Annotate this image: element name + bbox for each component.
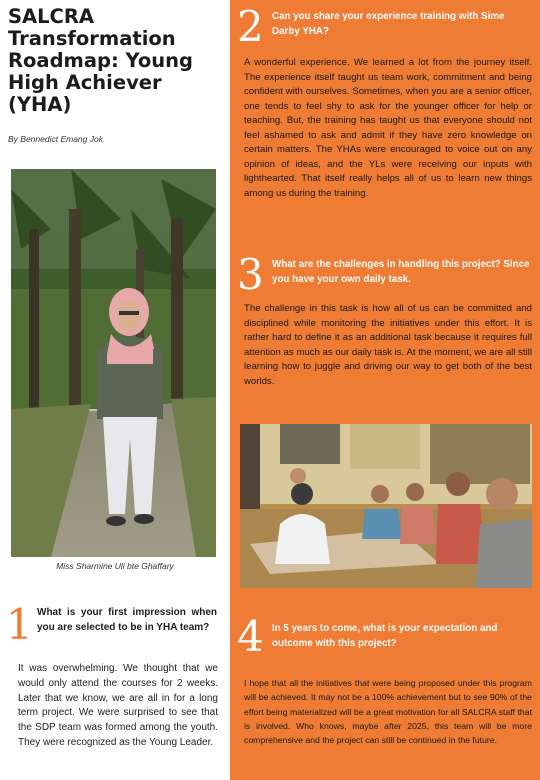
answer-2: A wonderful experience. We learned a lot from the journey itself. The experience itself taught us team work, commitment and being confident with ourselves. Sometimes, when you are a senior officer, one tends to feel shy to ask for the younger officer for help or teaching. But, the training has taught us that everyone should not feel ashamed to ask and admit if they have zero knowledge on certain matters. The YHAs were encouraged to voice out on any opinion of ideas, and the YLs were receiving our inputs with lighthearted. That itself really helps all of us to learn new things among us during the training. bbox=[244, 57, 532, 199]
meeting-photo bbox=[240, 424, 532, 588]
question-number-4: 4 bbox=[237, 612, 264, 661]
question-1: What is your first impression when you are selected to be in YHA team? bbox=[37, 607, 217, 633]
question-number-2: 2 bbox=[237, 2, 264, 51]
article-byline: By Bennedict Emang Jok bbox=[8, 134, 103, 144]
question-number-1: 1 bbox=[6, 600, 33, 649]
article-title: SALCRA Transformation Roadmap: Young High Achiever (YHA) bbox=[8, 5, 194, 116]
question-number-3: 3 bbox=[237, 250, 264, 299]
photo-caption: Miss Sharmine Uli bte Ghaffary bbox=[56, 561, 174, 571]
answer-3: The challenge in this task is how all of us can be committed and disciplined while monitoring the initiatives under this effort. It is rather hard to define it as an additional task because it requires full attention as much as our daily task is. At the moment, we are all still learning how to juggle and driving our way to get both of the best worlds. bbox=[244, 303, 532, 387]
question-4: In 5 years to come, what is your expectation and outcome with this project? bbox=[272, 623, 498, 649]
answer-1: It was overwhelming. We thought that we would only attend the courses for 2 weeks. Later that we know, we are all in for a long term project. We were surprised to see that the SDP team was formed among the youth. They were recognized as the Young Leader. bbox=[18, 663, 218, 748]
answer-4: I hope that all the initiatives that were being proposed under this program will be achieved. It may not be a 100% achievement but to see 90% of the effort being materialized will be a great motivation for all SALCRA staff that is involved. Who knows, maybe after 2025, this team will be more comprehensive and the project can still be continued in the future. bbox=[244, 678, 532, 746]
question-2: Can you share your experience training with Sime Darby YHA? bbox=[272, 11, 505, 37]
portrait-photo bbox=[11, 169, 216, 557]
question-3: What are the challenges in handling this project? Since you have your own daily task. bbox=[272, 259, 530, 285]
